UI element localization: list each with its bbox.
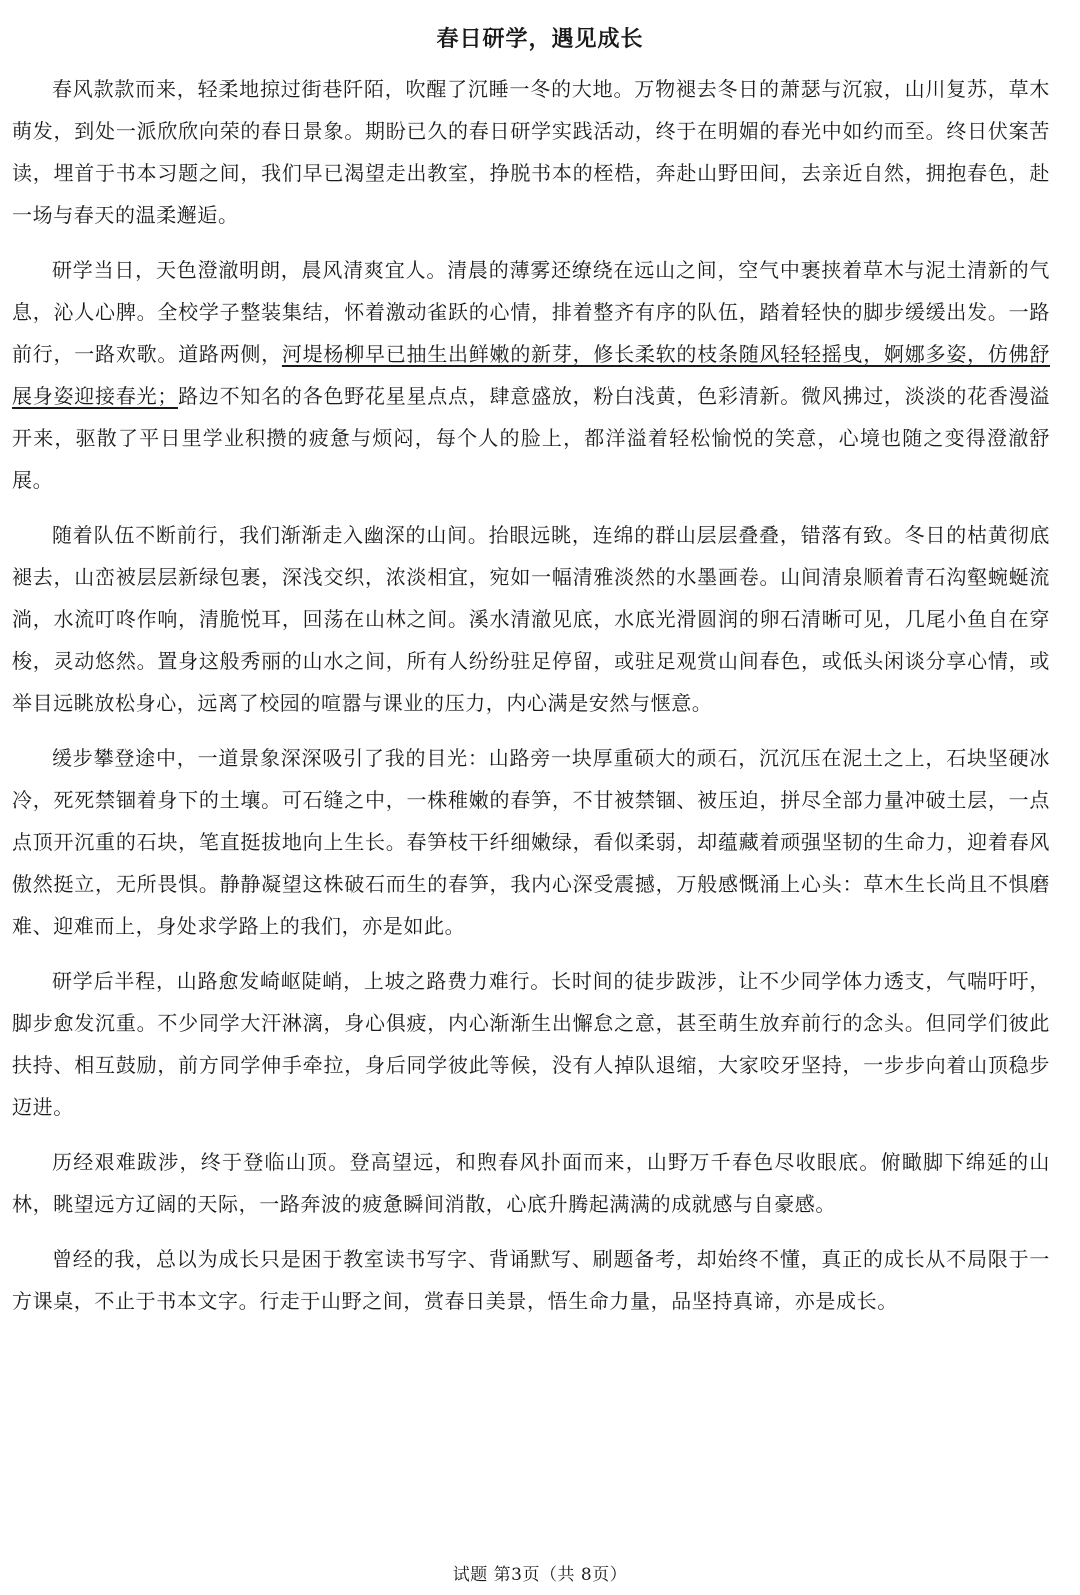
page-footer: 试题 第3页（共 8页） <box>452 1565 628 1585</box>
paragraph-2-before: 研学当日，天色澄澈明朗，晨风清爽宜人。清晨的薄雾还缭绕在远山之间，空气中裹挟着草木与泥土清新的气息，沁人心脾。全校学子整装集结，怀着激动雀跃的心情，排着整齐有序的队伍，踏着轻快的脚步缓缓出发。一路前行，一路欢歌。道路两侧， <box>12 258 1050 366</box>
paragraph-4: 缓步攀登途中，一道景象深深吸引了我的目光：山路旁一块厚重硕大的顽石，沉沉压在泥土之上，石块坚硬冰冷，死死禁锢着身下的土壤。可石缝之中，一株稚嫩的春笋，不甘被禁锢、被压迫，拼尽全部力量冲破土层，一点点顶开沉重的石块，笔直挺拔地向上生长。春笋枝干纤细嫩绿，看似柔弱，却蕴藏着顽强坚韧的生命力，迎着春风傲然挺立，无所畏惧。静静凝望这株破石而生的春笋，我内心深受震撼，万般感慨涌上心头：草木生长尚且不惧磨难、迎难而上，身处求学路上的我们，亦是如此。 <box>12 746 1050 938</box>
essay-body <box>12 68 1050 1335</box>
paragraph-7: 曾经的我，总以为成长只是困于教室读书写字、背诵默写、刷题备考，却始终不懂，真正的成长从不局限于一方课桌，不止于书本文字。行走于山野之间，赏春日美景，悟生命力量，品坚持真谛，亦是成长。 <box>12 1247 1050 1313</box>
paragraph-1: 春风款款而来，轻柔地掠过街巷阡陌，吹醒了沉睡一冬的大地。万物褪去冬日的萧瑟与沉寂，山川复苏，草木萌发，到处一派欣欣向荣的春日景象。期盼已久的春日研学实践活动，终于在明媚的春光中如约而至。终日伏案苦读，埋首于书本习题之间，我们早已渴望走出教室，挣脱书本的桎梏，奔赴山野田间，去亲近自然，拥抱春色，赴一场与春天的温柔邂逅。 <box>12 77 1050 227</box>
essay-title: 春日研学，遇见成长 <box>436 26 644 52</box>
paragraph-2-after: 路边不知名的各色野花星星点点，肆意盛放，粉白浅黄，色彩清新。微风拂过，淡淡的花香漫溢开来，驱散了平日里学业积攒的疲惫与烦闷，每个人的脸上，都洋溢着轻松愉悦的笑意，心境也随之变得澄澈舒展。 <box>12 384 1050 492</box>
underlined-sentence: 河堤杨柳早已抽生出鲜嫩的新芽，修长柔软的枝条随风轻轻摇曳，婀娜多姿，仿佛舒展身姿迎接春光； <box>12 342 1050 408</box>
paragraph-5: 研学后半程，山路愈发崎岖陡峭，上坡之路费力难行。长时间的徒步跋涉，让不少同学体力透支，气喘吁吁，脚步愈发沉重。不少同学大汗淋漓，身心俱疲，内心渐渐生出懈怠之意，甚至萌生放弃前行的念头。但同学们彼此扶持、相互鼓励，前方同学伸手牵拉，身后同学彼此等候，没有人掉队退缩，大家咬牙坚持，一步步向着山顶稳步迈进。 <box>12 969 1050 1119</box>
paragraph-2 <box>12 249 1050 501</box>
paragraph-6: 历经艰难跋涉，终于登临山顶。登高望远，和煦春风扑面而来，山野万千春色尽收眼底。俯瞰脚下绵延的山林，眺望远方辽阔的天际，一路奔波的疲惫瞬间消散，心底升腾起满满的成就感与自豪感。 <box>12 1150 1050 1216</box>
paragraph-3: 随着队伍不断前行，我们渐渐走入幽深的山间。抬眼远眺，连绵的群山层层叠叠，错落有致。冬日的枯黄彻底褪去，山峦被层层新绿包裹，深浅交织，浓淡相宜，宛如一幅清雅淡然的水墨画卷。山间清泉顺着青石沟壑蜿蜒流淌，水流叮咚作响，清脆悦耳，回荡在山林之间。溪水清澈见底，水底光滑圆润的卵石清晰可见，几尾小鱼自在穿梭，灵动悠然。置身这般秀丽的山水之间，所有人纷纷驻足停留，或驻足观赏山间春色，或低头闲谈分享心情，或举目远眺放松身心，远离了校园的喧嚣与课业的压力，内心满是安然与惬意。 <box>12 523 1050 715</box>
